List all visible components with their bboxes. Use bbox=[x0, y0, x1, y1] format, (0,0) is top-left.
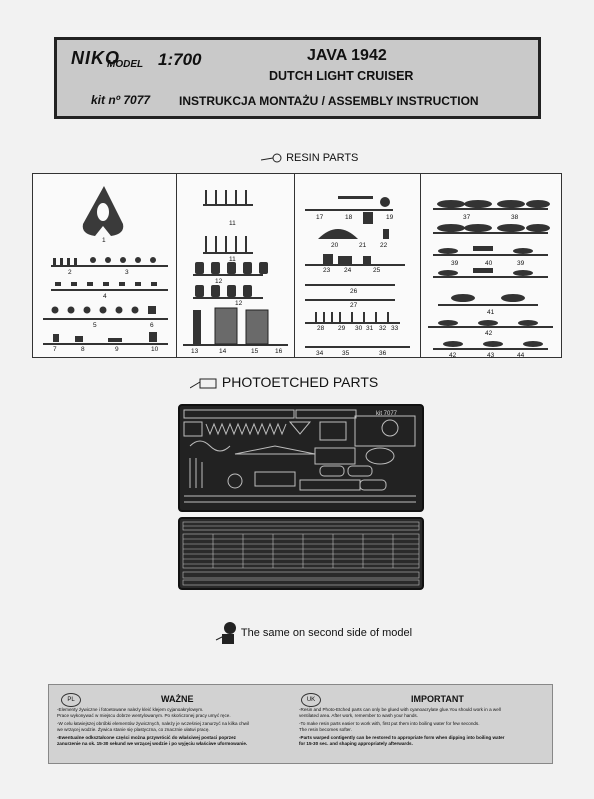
part-label: 32 bbox=[379, 325, 387, 332]
part-label: 21 bbox=[359, 242, 367, 249]
notes-pl-title: WAŻNE bbox=[161, 694, 194, 704]
part-label: 11 bbox=[229, 256, 236, 263]
part-label: 28 bbox=[317, 325, 325, 332]
kit-number: kit nº 7077 bbox=[91, 93, 151, 107]
part-label: 3 bbox=[125, 269, 129, 276]
note-line: -To make resin parts easier to work with, first put them into boiling water for few seconds. bbox=[299, 721, 480, 726]
resin-parts-panel bbox=[32, 173, 562, 358]
resin-heading-text: RESIN PARTS bbox=[286, 152, 359, 164]
note-line: we wrzącej wodzie. Żywica stanie się plastyczna, co znacznie ułatwi pracę. bbox=[57, 727, 210, 732]
part-label: 18 bbox=[345, 214, 353, 221]
part-label: 12 bbox=[235, 300, 243, 307]
part-label: 40 bbox=[485, 260, 493, 267]
note-line: The resin becomes softer. bbox=[299, 727, 352, 732]
part-label: 9 bbox=[115, 346, 119, 353]
fret-mark: kit 7077 bbox=[376, 411, 398, 417]
part-label: 30 bbox=[355, 325, 363, 332]
note-line: -Elementy żywiczne i fotoetowane należy kleić klejem cyjanoakrylowym. bbox=[57, 707, 204, 712]
second-side-note-text: The same on second side of model bbox=[240, 626, 413, 639]
fret-2-drawing bbox=[180, 519, 422, 588]
part-label: 15 bbox=[251, 348, 259, 355]
part-label: 41 bbox=[487, 309, 495, 316]
second-side-note bbox=[214, 620, 412, 646]
part-label: 23 bbox=[323, 267, 331, 274]
part-label: 13 bbox=[191, 348, 199, 355]
note-line: -W celu łatwiejszej obróbki elementów żywicznych, należy je wcześniej zanurzyć na kilka chwil bbox=[57, 721, 249, 726]
part-label: 36 bbox=[379, 350, 387, 357]
part-label: 26 bbox=[350, 288, 358, 295]
note-line: -Ewentualne odkształcone części można przywrócić do właściwej postaci poprzez bbox=[57, 735, 236, 740]
photoetched-heading-text: PHOTOETCHED PARTS bbox=[221, 374, 379, 390]
page-subtitle: DUTCH LIGHT CRUISER bbox=[269, 69, 414, 83]
part-label: 39 bbox=[517, 260, 525, 267]
part-label: 38 bbox=[511, 214, 519, 221]
note-line: -Resin and Photo-Etched parts can only be glued with cyanoacrylate glue.You should work in a well bbox=[299, 707, 501, 712]
part-label: 1 bbox=[102, 237, 106, 244]
pointer-icon bbox=[261, 152, 283, 164]
notes-panel bbox=[48, 684, 553, 764]
part-label: 29 bbox=[338, 325, 346, 332]
resin-heading bbox=[261, 152, 358, 164]
part-label: 27 bbox=[350, 302, 358, 309]
part-label: 39 bbox=[451, 260, 459, 267]
page-title: JAVA 1942 bbox=[307, 47, 387, 64]
notes-pl-text bbox=[57, 707, 287, 747]
part-label: 14 bbox=[219, 348, 227, 355]
part-label: 11 bbox=[229, 220, 236, 227]
part-label: 20 bbox=[331, 242, 339, 249]
part-label: 2 bbox=[68, 269, 72, 276]
part-label: 10 bbox=[151, 346, 159, 353]
notes-uk-text bbox=[299, 707, 549, 747]
brand-logo: NIKO bbox=[71, 48, 120, 68]
instruction-heading: INSTRUKCJA MONTAŻU / ASSEMBLY INSTRUCTION bbox=[179, 94, 479, 108]
photoetched-heading bbox=[190, 374, 378, 390]
note-line: ventilated area. After work, remember to wash your hands. bbox=[299, 713, 418, 718]
part-label: 34 bbox=[316, 350, 324, 357]
brand-sub: MODEL bbox=[107, 59, 144, 70]
part-label: 8 bbox=[81, 346, 85, 353]
part-label: 44 bbox=[517, 352, 525, 359]
part-label: 33 bbox=[391, 325, 399, 332]
part-label: 37 bbox=[463, 214, 471, 221]
part-label: 7 bbox=[53, 346, 57, 353]
part-label: 42 bbox=[485, 330, 493, 337]
fret-icon bbox=[190, 376, 218, 390]
resin-parts-drawing bbox=[33, 174, 561, 357]
lang-badge-uk: UK bbox=[301, 693, 321, 707]
part-label: 31 bbox=[366, 325, 374, 332]
pointer-icon bbox=[214, 620, 238, 646]
lang-badge-pl: PL bbox=[61, 693, 81, 707]
part-label: 43 bbox=[487, 352, 495, 359]
notes-uk-title: IMPORTANT bbox=[411, 694, 464, 704]
part-label: 19 bbox=[386, 214, 394, 221]
part-label: 22 bbox=[380, 242, 388, 249]
fret-1-drawing bbox=[180, 406, 422, 510]
part-label: 16 bbox=[275, 348, 283, 355]
note-line: zanurzenie na ok. 15-30 sekund we wrzącej wodzie i po wyjęciu właściwe uformowanie. bbox=[57, 741, 248, 746]
part-label: 6 bbox=[150, 322, 154, 329]
part-label: 17 bbox=[316, 214, 324, 221]
part-label: 24 bbox=[344, 267, 352, 274]
photoetched-fret-2 bbox=[178, 517, 424, 590]
part-label: 35 bbox=[342, 350, 350, 357]
note-line: -Parts warped contigently can be restored to appropriate form when dipping into boiling water bbox=[299, 735, 505, 740]
note-line: Prace wykonywać w miejscu dobrze wentylowanym. Po skończonej pracy umyć ręce. bbox=[57, 713, 231, 718]
part-label: 4 bbox=[103, 293, 107, 300]
header-panel bbox=[54, 37, 541, 119]
part-label: 5 bbox=[93, 322, 97, 329]
part-label: 12 bbox=[215, 278, 223, 285]
part-label: 25 bbox=[373, 267, 381, 274]
note-line: for 15-30 sec. and shaping appropriately afterwards. bbox=[299, 741, 413, 746]
photoetched-fret-1 bbox=[178, 404, 424, 512]
part-label: 42 bbox=[449, 352, 457, 359]
scale-label: 1:700 bbox=[158, 50, 202, 69]
